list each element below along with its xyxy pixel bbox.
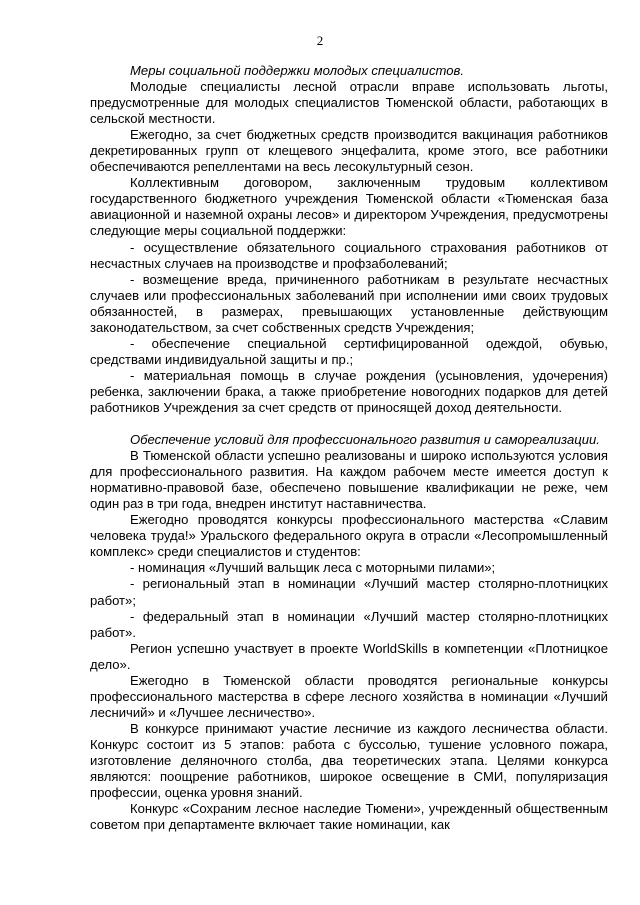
paragraph: - возмещение вреда, причиненного работникам в результате несчастных случаев или профессиональных заболеваний при исполнении ими своих трудовых обязанностей, в размерах, превышающих установленные действующим законодательством, за счет собственных средств Учреждения; xyxy=(90,271,608,335)
paragraph: Ежегодно проводятся конкурсы профессионального мастерства «Славим человека труда!» Уральского федерального округа в отрасли «Лесопромышленный комплекс» среди специалистов и студентов: xyxy=(90,512,608,560)
paragraph: Ежегодно, за счет бюджетных средств производится вакцинация работников декретированных групп от клещевого энцефалита, кроме этого, все работники обеспечиваются репеллентами на весь лесокультурный сезон. xyxy=(90,127,608,175)
paragraph: В Тюменской области успешно реализованы и широко используются условия для профессионального развития. На каждом рабочем месте имеется доступ к нормативно-правовой базе, обеспечено повышение квалификации не реже, чем один раз в три года, внедрен институт наставничества. xyxy=(90,448,608,512)
section-heading: Меры социальной поддержки молодых специалистов. xyxy=(130,63,465,78)
paragraph: - материальная помощь в случае рождения (усыновления, удочерения) ребенка, заключении брака, а также приобретение новогодних подарков для детей работников Учреждения за счет средств от приносящей доход деятельности. xyxy=(90,367,608,415)
page-number: 2 xyxy=(316,33,324,48)
paragraph: Конкурс «Сохраним лесное наследие Тюмени», учрежденный общественным советом при департаменте включает такие номинации, как xyxy=(90,801,608,833)
section-heading: Обеспечение условий для профессионального развития и самореализации. xyxy=(130,432,600,448)
paragraph: - номинация «Лучший вальщик леса с моторными пилами»; xyxy=(130,560,496,576)
paragraph: Молодые специалисты лесной отрасли вправе использовать льготы, предусмотренные для молодых специалистов Тюменской области, работающих в сельской местности. xyxy=(90,79,608,127)
paragraph: - обеспечение специальной сертифицированной одеждой, обувью, средствами индивидуальной защиты и пр.; xyxy=(90,335,608,367)
paragraph: - региональный этап в номинации «Лучший мастер столярно-плотницких работ»; xyxy=(90,576,608,608)
paragraph: В конкурсе принимают участие лесничие из каждого лесничества области. Конкурс состоит из 5 этапов: работа с буссолью, тушение условного пожара, изготовление деляночного столба, два теоретических этапа. Целями конкурса являются: поощрение работников, широкое освещение в СМИ, популяризация профессии, оценка уровня знаний. xyxy=(90,720,608,801)
paragraph: Регион успешно участвует в проекте WorldSkills в компетенции «Плотницкое дело». xyxy=(90,640,608,672)
paragraph: - осуществление обязательного социального страхования работников от несчастных случаев на производстве и профзаболеваний; xyxy=(90,239,608,271)
paragraph: - федеральный этап в номинации «Лучший мастер столярно-плотницких работ». xyxy=(90,608,608,640)
document-body xyxy=(90,63,608,833)
paragraph: Ежегодно в Тюменской области проводятся региональные конкурсы профессионального мастерства в сфере лесного хозяйства в номинации «Лучший лесничий» и «Лучшее лесничество». xyxy=(90,672,608,720)
paragraph: Коллективным договором, заключенным трудовым коллективом государственного бюджетного учреждения Тюменской области «Тюменская база авиационной и наземной охраны лесов» и директором Учреждения, предусмотрены следующие меры социальной поддержки: xyxy=(90,175,608,239)
